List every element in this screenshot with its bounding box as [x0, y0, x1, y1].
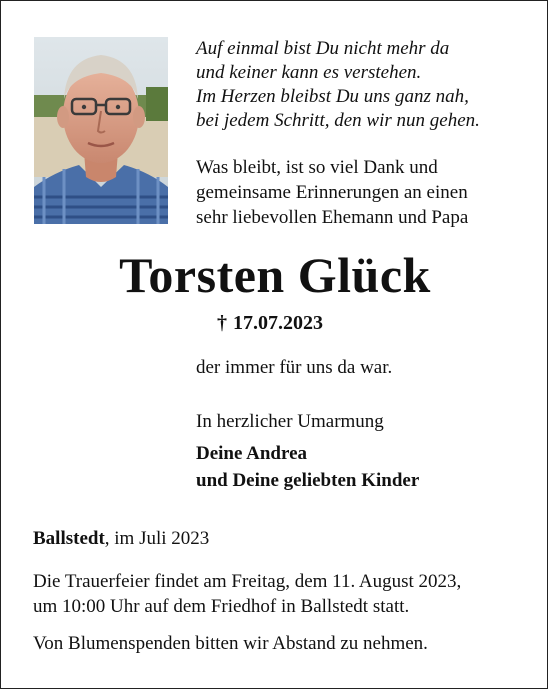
- always-there-line: der immer für uns da war.: [196, 357, 393, 378]
- poem: [196, 37, 536, 133]
- funeral-line: Die Trauerfeier findet am Freitag, dem 11. August 2023,: [33, 571, 462, 592]
- place-name: Ballstedt: [33, 528, 105, 549]
- cross-icon: †: [217, 312, 227, 334]
- portrait-photo: [34, 37, 168, 224]
- death-date: 17.07.2023: [233, 312, 323, 334]
- poem-line: Auf einmal bist Du nicht mehr da: [196, 38, 450, 59]
- tribute-line: Was bleibt, ist so viel Dank und: [196, 157, 438, 178]
- poem-line: bei jedem Schritt, den wir nun gehen.: [196, 110, 480, 131]
- signers: [196, 440, 419, 494]
- date-text: , im Juli 2023: [104, 528, 210, 549]
- tribute-text: [196, 155, 536, 230]
- place-date: [33, 527, 209, 551]
- poem-line: und keiner kann es verstehen.: [196, 62, 422, 83]
- deceased-name: Torsten Glück: [119, 247, 431, 303]
- death-date-line: [217, 311, 323, 335]
- tribute-line: gemeinsame Erinnerungen an einen: [196, 182, 468, 203]
- closing-embrace: In herzlicher Umarmung: [196, 411, 384, 432]
- signer-line: Deine Andrea: [196, 443, 308, 464]
- flowers-note: Von Blumenspenden bitten wir Abstand zu nehmen.: [33, 633, 428, 654]
- signer-line: und Deine geliebten Kinder: [196, 470, 420, 491]
- funeral-info: [33, 569, 538, 619]
- tribute-line: sehr liebevollen Ehemann und Papa: [196, 207, 469, 228]
- funeral-line: um 10:00 Uhr auf dem Friedhof in Ballstedt statt.: [33, 596, 410, 617]
- poem-line: Im Herzen bleibst Du uns ganz nah,: [196, 86, 469, 107]
